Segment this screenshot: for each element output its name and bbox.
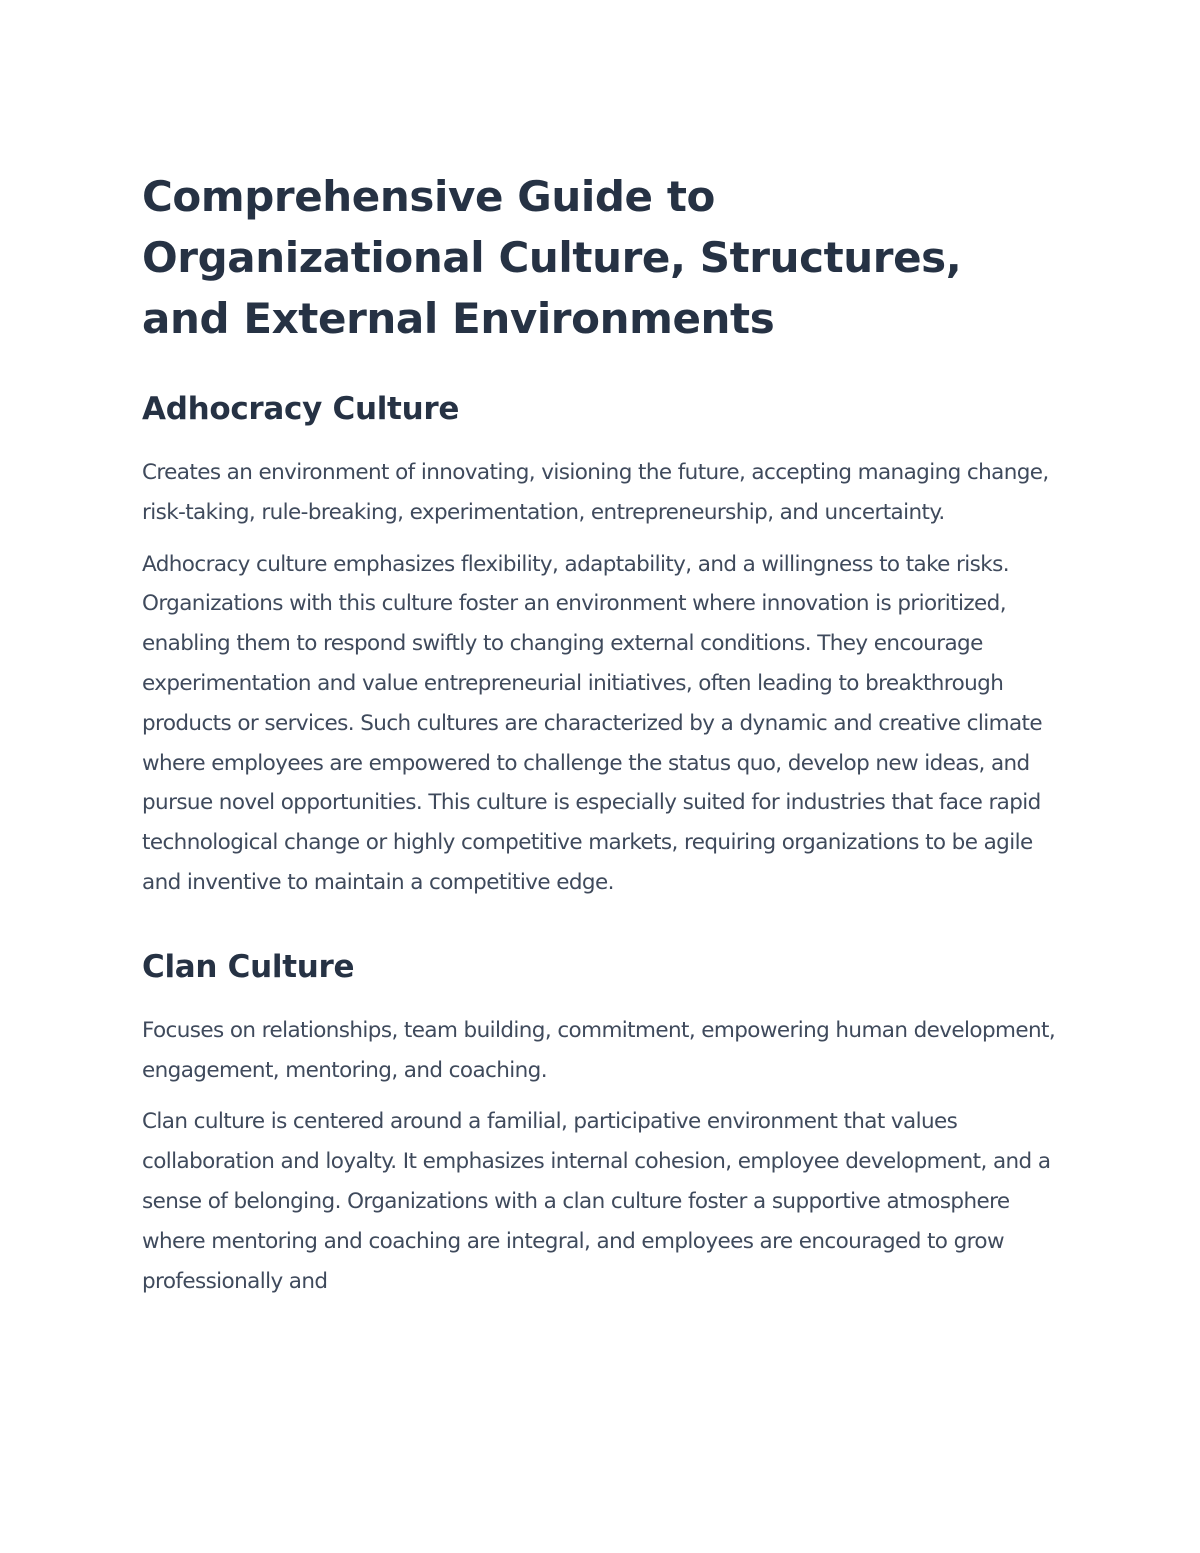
section-heading-adhocracy: Adhocracy Culture	[142, 391, 460, 427]
document-page	[142, 166, 1062, 1301]
summary-paragraph-clan: Focuses on relationships, team building, commitment, empowering human development, engagement, mentoring, and coaching.	[142, 1017, 1056, 1083]
summary-paragraph-adhocracy: Creates an environment of innovating, visioning the future, accepting managing change, risk-taking, rule-breaking, experimentation, entrepreneurship, and uncertainty.	[142, 460, 1049, 525]
section-adhocracy-culture	[142, 389, 1062, 903]
section-heading-clan: Clan Culture	[142, 948, 355, 985]
section-clan-culture	[142, 947, 1062, 1302]
detail-paragraph-adhocracy: Adhocracy culture emphasizes flexibility, adaptability, and a willingness to take risks. Organizations with this culture foster an environment where innovation is prioritized, enabling them to respond swiftly to changing external conditions. They encourage experimentation and value entrepreneurial initiatives, often leading to breakthrough products or services. Such cultures are characterized by a dynamic and creative climate where employees are empowered to challenge the status quo, develop new ideas, and pursue novel opportunities. This culture is especially suited for industries that face rapid technological change or highly competitive markets, requiring organizations to be agile and inventive to maintain a competitive edge.	[142, 551, 1042, 895]
document-title: Comprehensive Guide to Organizational Culture, Structures, and External Environments	[142, 172, 962, 343]
detail-paragraph-clan: Clan culture is centered around a familial, participative environment that values collaboration and loyalty. It emphasizes internal cohesion, employee development, and a sense of belonging. Organizations with a clan culture foster a supportive atmosphere where mentoring and coaching are integral, and employees are encouraged to grow professionally and	[142, 1109, 1051, 1294]
